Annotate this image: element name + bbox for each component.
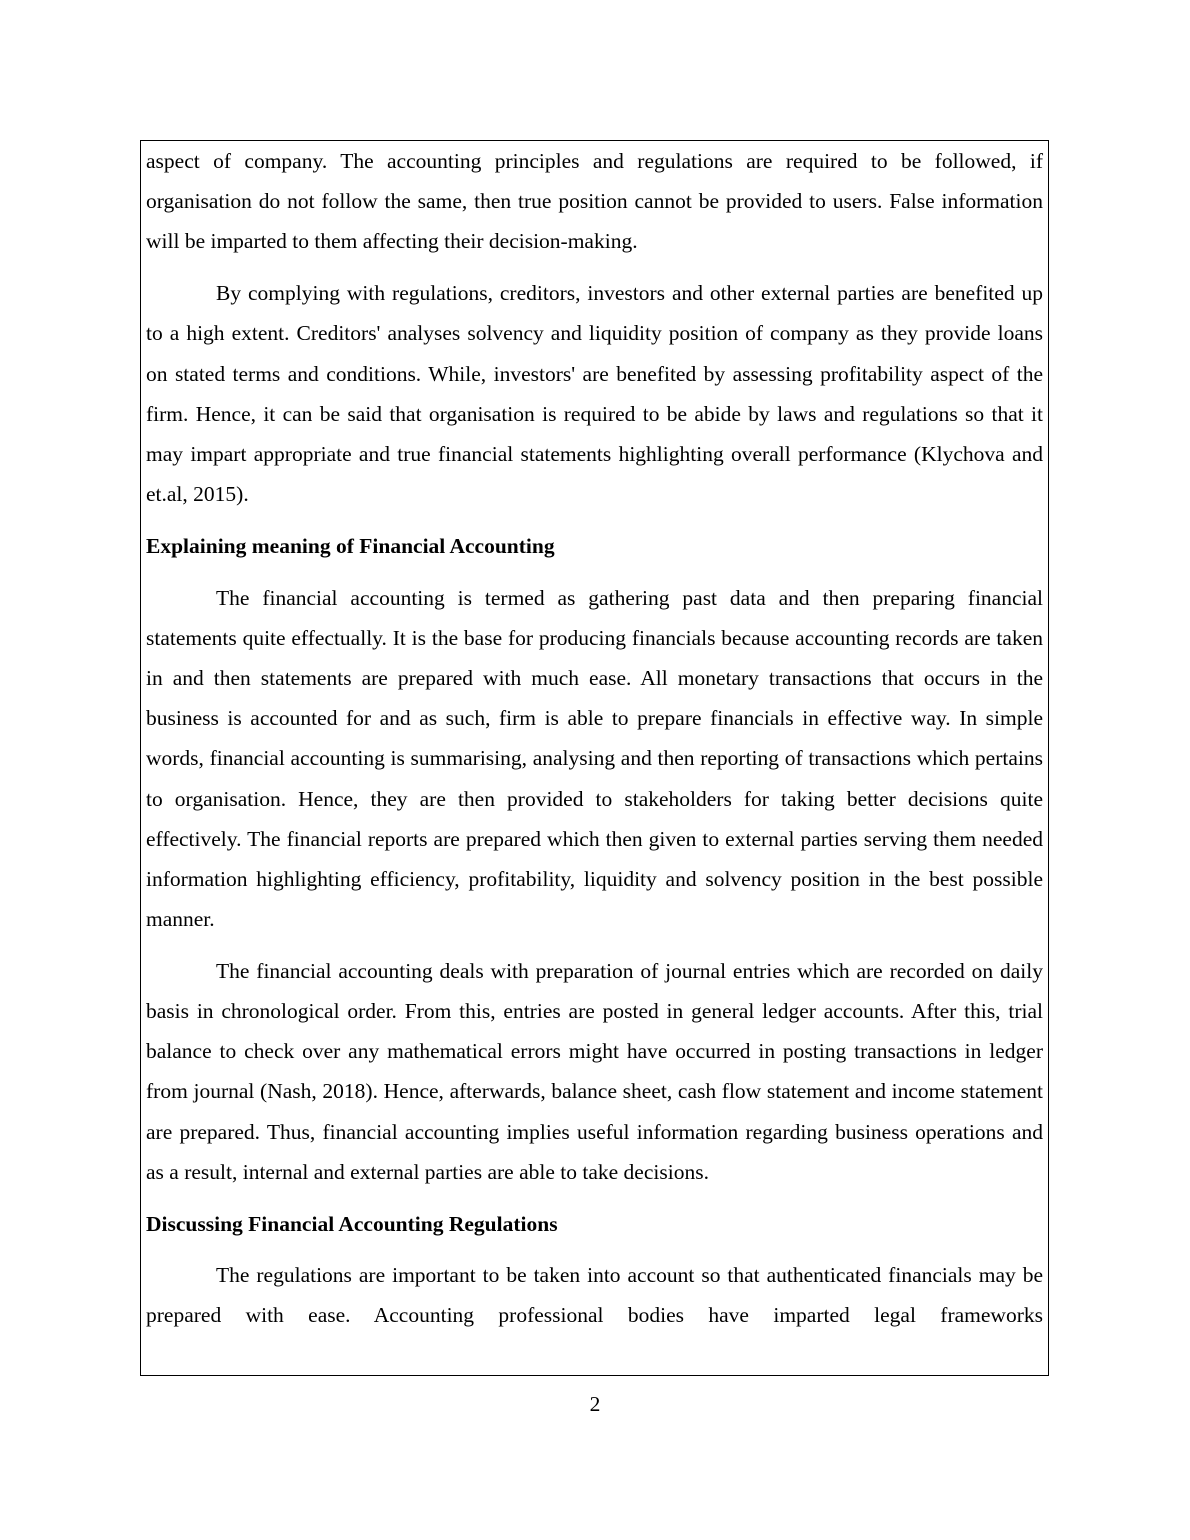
paragraph-financial-accounting-definition: The financial accounting is termed as gathering past data and then preparing financial statements quite effectually. It is the base for producing financials because accounting records are taken in and then statements are prepared with much ease. All monetary transactions that occurs in the business is accounted for and as such, firm is able to prepare financials in effective way. In simple words, financial accounting is summarising, analysing and then reporting of transactions which pertains to organisation. Hence, they are then provided to stakeholders for taking better decisions quite effectively. The financial reports are prepared which then given to external parties serving them needed information highlighting efficiency, profitability, liquidity and solvency position in the best possible manner. [146, 585, 1043, 932]
section-heading-meaning: Explaining meaning of Financial Accounting [146, 533, 555, 558]
page-number: 2 [589, 1392, 601, 1416]
paragraph-journal-entries: The financial accounting deals with preparation of journal entries which are recorded on daily basis in chronological order. From this, entries are posted in general ledger accounts. After this, trial balance to check over any mathematical errors might have occurred in posting transactions in ledger from journal (Nash, 2018). Hence, afterwards, balance sheet, cash flow statement and income statement are prepared. Thus, financial accounting implies useful information regarding business operations and as a result, internal and external parties are able to take decisions. [146, 958, 1043, 1184]
text-frame [140, 140, 1049, 1376]
section-heading-regulations: Discussing Financial Accounting Regulations [146, 1211, 558, 1236]
paragraph-continuation: aspect of company. The accounting principles and regulations are required to be followed, if organisation do not follow the same, then true position cannot be provided to users. False information will be imparted to them affecting their decision-making. [146, 149, 1043, 254]
paragraph-regulations-intro: The regulations are important to be taken into account so that authenticated financials may be prepared with ease. Accounting professional bodies have imparted legal frameworks [146, 1263, 1043, 1328]
text-body [146, 141, 1043, 1336]
paragraph-regulation-benefits: By complying with regulations, creditors, investors and other external parties are benefited up to a high extent. Creditors' analyses solvency and liquidity position of company as they provide loans on stated terms and conditions. While, investors' are benefited by assessing profitability aspect of the firm. Hence, it can be said that organisation is required to be abide by laws and regulations so that it may impart appropriate and true financial statements highlighting overall performance (Klychova and et.al, 2015). [146, 281, 1043, 507]
